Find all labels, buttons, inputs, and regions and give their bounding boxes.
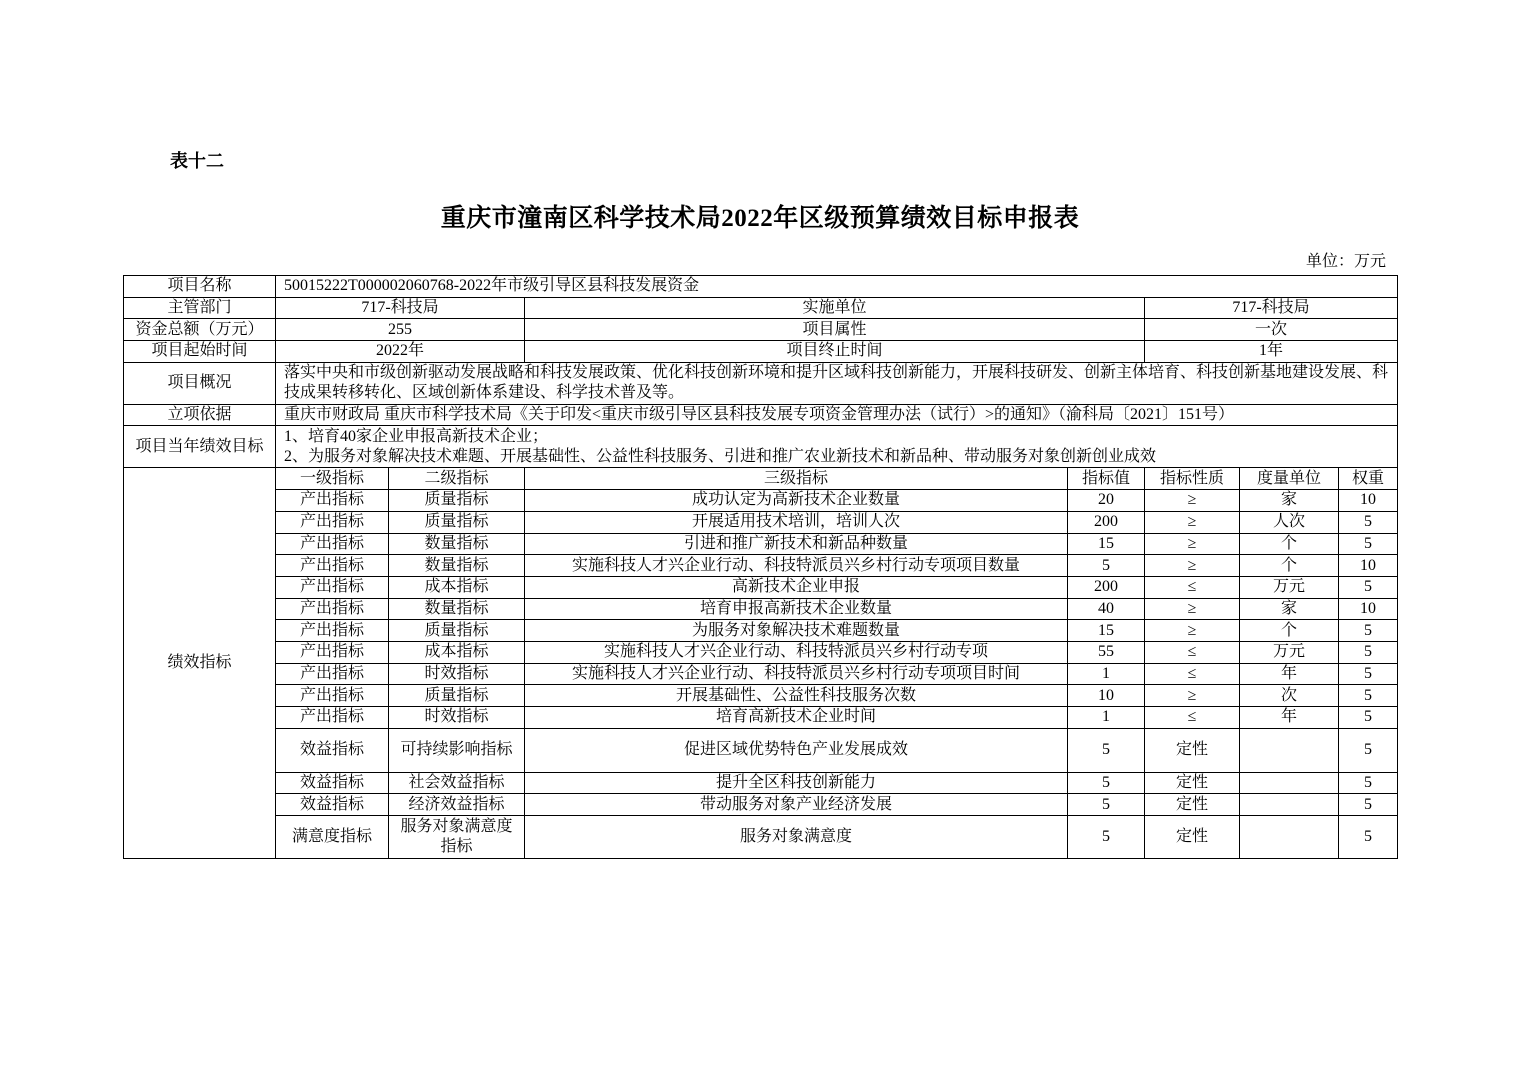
table-row xyxy=(124,663,1398,685)
dept-label: 主管部门 xyxy=(124,297,276,319)
indicator-nature: 定性 xyxy=(1145,816,1240,859)
header-level1: 一级指标 xyxy=(276,468,389,490)
end-value: 1年 xyxy=(1145,341,1398,363)
indicator-level1: 效益指标 xyxy=(276,794,389,816)
indicator-weight: 5 xyxy=(1339,576,1398,598)
attr-value: 一次 xyxy=(1145,319,1398,341)
table-row xyxy=(124,816,1398,859)
indicator-value: 5 xyxy=(1068,728,1145,772)
indicator-nature: ≤ xyxy=(1145,707,1240,729)
table-row xyxy=(124,772,1398,794)
indicator-nature: 定性 xyxy=(1145,728,1240,772)
indicator-level2: 质量指标 xyxy=(389,511,525,533)
indicator-level2: 成本指标 xyxy=(389,641,525,663)
indicator-unit: 年 xyxy=(1240,707,1339,729)
indicator-unit xyxy=(1240,728,1339,772)
indicator-level1: 效益指标 xyxy=(276,772,389,794)
impl-label: 实施单位 xyxy=(525,297,1145,319)
indicator-weight: 10 xyxy=(1339,598,1398,620)
header-weight: 权重 xyxy=(1339,468,1398,490)
indicator-weight: 5 xyxy=(1339,641,1398,663)
indicator-weight: 5 xyxy=(1339,663,1398,685)
indicator-weight: 5 xyxy=(1339,620,1398,642)
overview-label: 项目概况 xyxy=(124,362,276,404)
unit-label: 单位：万元 xyxy=(1305,253,1386,270)
indicator-value: 15 xyxy=(1068,533,1145,555)
indicator-level3: 实施科技人才兴企业行动、科技特派员兴乡村行动专项项目时间 xyxy=(525,663,1068,685)
table-row xyxy=(124,490,1398,512)
indicator-nature: 定性 xyxy=(1145,772,1240,794)
indicator-unit: 万元 xyxy=(1240,576,1339,598)
goal-line-1: 1、培育40家企业申报高新技术企业； xyxy=(284,427,549,445)
indicator-level3: 促进区域优势特色产业发展成效 xyxy=(525,728,1068,772)
indicator-unit: 次 xyxy=(1240,685,1339,707)
indicator-value: 40 xyxy=(1068,598,1145,620)
indicator-value: 200 xyxy=(1068,511,1145,533)
indicator-weight: 10 xyxy=(1339,555,1398,577)
indicator-level3: 高新技术企业申报 xyxy=(525,576,1068,598)
indicator-level2: 经济效益指标 xyxy=(389,794,525,816)
indicator-weight: 5 xyxy=(1339,511,1398,533)
indicator-unit: 年 xyxy=(1240,663,1339,685)
indicator-level2: 服务对象满意度指标 xyxy=(389,816,525,859)
indicator-weight: 5 xyxy=(1339,816,1398,859)
table-row xyxy=(124,576,1398,598)
table-row xyxy=(124,598,1398,620)
page-title: 重庆市潼南区科学技术局2022年区级预算绩效目标申报表 xyxy=(440,205,1080,232)
indicator-unit: 万元 xyxy=(1240,641,1339,663)
budget-performance-table xyxy=(123,275,1398,859)
indicator-level3: 实施科技人才兴企业行动、科技特派员兴乡村行动专项项目数量 xyxy=(525,555,1068,577)
table-row xyxy=(124,707,1398,729)
indicator-unit: 家 xyxy=(1240,490,1339,512)
indicator-level3: 引进和推广新技术和新品种数量 xyxy=(525,533,1068,555)
indicator-level1: 产出指标 xyxy=(276,576,389,598)
indicator-value: 20 xyxy=(1068,490,1145,512)
indicator-level1: 产出指标 xyxy=(276,641,389,663)
indicator-level3: 培育高新技术企业时间 xyxy=(525,707,1068,729)
end-label: 项目终止时间 xyxy=(525,341,1145,363)
goal-value xyxy=(276,426,1398,468)
indicator-nature: ≥ xyxy=(1145,685,1240,707)
header-level2: 二级指标 xyxy=(389,468,525,490)
goal-line-2: 2、为服务对象解决技术难题、开展基础性、公益性科技服务、引进和推广农业新技术和新品种、带动服务对象创新创业成效 xyxy=(284,447,1157,465)
header-unit: 度量单位 xyxy=(1240,468,1339,490)
start-value: 2022年 xyxy=(276,341,525,363)
indicator-unit: 个 xyxy=(1240,620,1339,642)
table-row xyxy=(124,685,1398,707)
indicators-section-label: 绩效指标 xyxy=(124,468,276,859)
table-row xyxy=(124,555,1398,577)
table-row xyxy=(124,794,1398,816)
fund-label: 资金总额（万元） xyxy=(124,319,276,341)
indicator-unit: 个 xyxy=(1240,555,1339,577)
indicator-level1: 产出指标 xyxy=(276,707,389,729)
indicator-unit: 个 xyxy=(1240,533,1339,555)
indicator-level3: 提升全区科技创新能力 xyxy=(525,772,1068,794)
goal-label: 项目当年绩效目标 xyxy=(124,426,276,468)
indicator-level2: 时效指标 xyxy=(389,663,525,685)
indicator-level3: 为服务对象解决技术难题数量 xyxy=(525,620,1068,642)
indicator-level1: 产出指标 xyxy=(276,598,389,620)
indicator-level2: 质量指标 xyxy=(389,620,525,642)
indicator-level2: 质量指标 xyxy=(389,685,525,707)
indicator-level3: 实施科技人才兴企业行动、科技特派员兴乡村行动专项 xyxy=(525,641,1068,663)
indicator-level2: 数量指标 xyxy=(389,555,525,577)
indicator-level2: 社会效益指标 xyxy=(389,772,525,794)
indicator-level2: 质量指标 xyxy=(389,490,525,512)
table-row xyxy=(124,641,1398,663)
table-number-label: 表十二 xyxy=(170,151,224,171)
dept-value: 717-科技局 xyxy=(276,297,525,319)
indicator-nature: ≤ xyxy=(1145,663,1240,685)
indicator-unit xyxy=(1240,794,1339,816)
overview-value: 落实中央和市级创新驱动发展战略和科技发展政策、优化科技创新环境和提升区域科技创新能力，开展科技研发、创新主体培育、科技创新基地建设发展、科技成果转移转化、区域创新体系建设、科学技术普及等。 xyxy=(276,362,1398,404)
indicator-level1: 产出指标 xyxy=(276,511,389,533)
indicator-nature: ≥ xyxy=(1145,598,1240,620)
indicator-nature: ≥ xyxy=(1145,511,1240,533)
indicator-level1: 产出指标 xyxy=(276,555,389,577)
attr-label: 项目属性 xyxy=(525,319,1145,341)
indicator-unit: 家 xyxy=(1240,598,1339,620)
indicator-value: 10 xyxy=(1068,685,1145,707)
header-level3: 三级指标 xyxy=(525,468,1068,490)
indicator-nature: ≥ xyxy=(1145,490,1240,512)
indicator-value: 15 xyxy=(1068,620,1145,642)
indicator-level1: 产出指标 xyxy=(276,663,389,685)
indicator-value: 1 xyxy=(1068,707,1145,729)
indicator-value: 5 xyxy=(1068,772,1145,794)
indicator-value: 55 xyxy=(1068,641,1145,663)
indicator-unit xyxy=(1240,816,1339,859)
indicator-value: 5 xyxy=(1068,555,1145,577)
indicator-level3: 服务对象满意度 xyxy=(525,816,1068,859)
table-row xyxy=(124,511,1398,533)
indicator-level3: 带动服务对象产业经济发展 xyxy=(525,794,1068,816)
indicator-level3: 开展基础性、公益性科技服务次数 xyxy=(525,685,1068,707)
start-label: 项目起始时间 xyxy=(124,341,276,363)
indicator-level2: 时效指标 xyxy=(389,707,525,729)
indicator-weight: 10 xyxy=(1339,490,1398,512)
indicator-nature: 定性 xyxy=(1145,794,1240,816)
indicator-weight: 5 xyxy=(1339,772,1398,794)
indicator-level3: 成功认定为高新技术企业数量 xyxy=(525,490,1068,512)
indicator-level1: 满意度指标 xyxy=(276,816,389,859)
table-row xyxy=(124,728,1398,772)
indicator-level1: 产出指标 xyxy=(276,533,389,555)
indicator-level1: 产出指标 xyxy=(276,490,389,512)
indicator-nature: ≥ xyxy=(1145,620,1240,642)
impl-value: 717-科技局 xyxy=(1145,297,1398,319)
table-row xyxy=(124,620,1398,642)
fund-value: 255 xyxy=(276,319,525,341)
indicator-weight: 5 xyxy=(1339,707,1398,729)
project-name-label: 项目名称 xyxy=(124,276,276,298)
indicator-weight: 5 xyxy=(1339,533,1398,555)
header-value: 指标值 xyxy=(1068,468,1145,490)
indicator-weight: 5 xyxy=(1339,728,1398,772)
table-row xyxy=(124,533,1398,555)
indicator-value: 5 xyxy=(1068,816,1145,859)
basis-value: 重庆市财政局 重庆市科学技术局《关于印发<重庆市级引导区县科技发展专项资金管理办法（试行）>的通知》（渝科局〔2021〕151号） xyxy=(276,404,1398,426)
indicator-nature: ≥ xyxy=(1145,533,1240,555)
indicator-nature: ≤ xyxy=(1145,641,1240,663)
indicator-level2: 数量指标 xyxy=(389,533,525,555)
indicator-level1: 产出指标 xyxy=(276,620,389,642)
indicator-value: 200 xyxy=(1068,576,1145,598)
indicator-level2: 成本指标 xyxy=(389,576,525,598)
indicator-level1: 效益指标 xyxy=(276,728,389,772)
indicator-level1: 产出指标 xyxy=(276,685,389,707)
indicator-weight: 5 xyxy=(1339,794,1398,816)
indicator-unit: 人次 xyxy=(1240,511,1339,533)
basis-label: 立项依据 xyxy=(124,404,276,426)
indicator-unit xyxy=(1240,772,1339,794)
indicator-weight: 5 xyxy=(1339,685,1398,707)
header-nature: 指标性质 xyxy=(1145,468,1240,490)
indicator-level3: 开展适用技术培训，培训人次 xyxy=(525,511,1068,533)
indicator-level2: 可持续影响指标 xyxy=(389,728,525,772)
indicator-nature: ≤ xyxy=(1145,576,1240,598)
project-name-value: 50015222T000002060768-2022年市级引导区县科技发展资金 xyxy=(276,276,1398,298)
indicator-nature: ≥ xyxy=(1145,555,1240,577)
indicator-value: 1 xyxy=(1068,663,1145,685)
indicator-value: 5 xyxy=(1068,794,1145,816)
indicator-level2: 数量指标 xyxy=(389,598,525,620)
indicator-level3: 培育申报高新技术企业数量 xyxy=(525,598,1068,620)
